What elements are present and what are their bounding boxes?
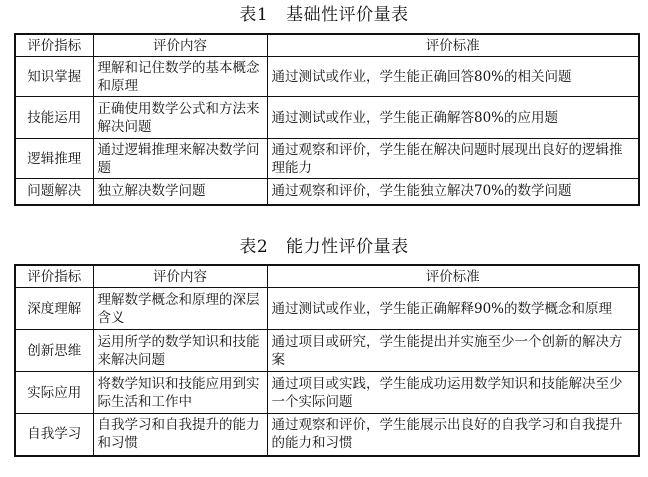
table-row — [15, 372, 639, 414]
content-cell: 独立解决数学问题 — [93, 179, 267, 205]
header-standard: 评价标准 — [267, 34, 639, 57]
header-content: 评价内容 — [93, 265, 267, 288]
metric-cell: 自我学习 — [15, 414, 93, 456]
content-cell: 自我学习和自我提升的能力和习惯 — [93, 414, 267, 456]
table-row — [15, 330, 639, 372]
table-row — [15, 57, 639, 97]
standard-cell: 通过测试或作业，学生能正确解答80%的应用题 — [267, 97, 639, 139]
table-1-number: 表1 — [239, 5, 269, 25]
basic-evaluation-table — [14, 33, 640, 206]
metric-cell: 逻辑推理 — [15, 139, 93, 179]
content-cell: 理解和记住数学的基本概念和原理 — [93, 57, 267, 97]
table-row — [15, 97, 639, 139]
content-cell: 理解数学概念和原理的深层含义 — [93, 288, 267, 330]
standard-cell: 通过测试或作业，学生能正确回答80%的相关问题 — [267, 57, 639, 97]
table-row — [15, 139, 639, 179]
table-2-title: 能力性评价量表 — [286, 237, 409, 257]
metric-cell: 问题解决 — [15, 179, 93, 205]
ability-evaluation-table — [14, 264, 640, 457]
table-row — [15, 288, 639, 330]
metric-cell: 创新思维 — [15, 330, 93, 372]
content-cell: 运用所学的数学知识和技能来解决问题 — [93, 330, 267, 372]
header-metric: 评价指标 — [15, 34, 93, 57]
table-1-caption — [0, 5, 648, 25]
header-metric: 评价指标 — [15, 265, 93, 288]
metric-cell: 实际应用 — [15, 372, 93, 414]
content-cell: 将数学知识和技能应用到实际生活和工作中 — [93, 372, 267, 414]
table-row — [15, 414, 639, 456]
table-header-row — [15, 265, 639, 288]
content-cell: 正确使用数学公式和方法来解决问题 — [93, 97, 267, 139]
header-standard: 评价标准 — [267, 265, 639, 288]
table-header-row — [15, 34, 639, 57]
standard-cell: 通过项目或研究，学生能提出并实施至少一个创新的解决方案 — [267, 330, 639, 372]
metric-cell: 技能运用 — [15, 97, 93, 139]
metric-cell: 深度理解 — [15, 288, 93, 330]
standard-cell: 通过观察和评价，学生能独立解决70%的数学问题 — [267, 179, 639, 205]
standard-cell: 通过观察和评价，学生能在解决问题时展现出良好的逻辑推理能力 — [267, 139, 639, 179]
standard-cell: 通过项目或实践，学生能成功运用数学知识和技能解决至少一个实际问题 — [267, 372, 639, 414]
metric-cell: 知识掌握 — [15, 57, 93, 97]
table-2-number: 表2 — [239, 237, 269, 257]
table-1-title: 基础性评价量表 — [286, 5, 409, 25]
table-row — [15, 179, 639, 205]
table-2-caption — [0, 237, 648, 257]
standard-cell: 通过观察和评价，学生能展示出良好的自我学习和自我提升的能力和习惯 — [267, 414, 639, 456]
standard-cell: 通过测试或作业，学生能正确解释90%的数学概念和原理 — [267, 288, 639, 330]
header-content: 评价内容 — [93, 34, 267, 57]
content-cell: 通过逻辑推理来解决数学问题 — [93, 139, 267, 179]
